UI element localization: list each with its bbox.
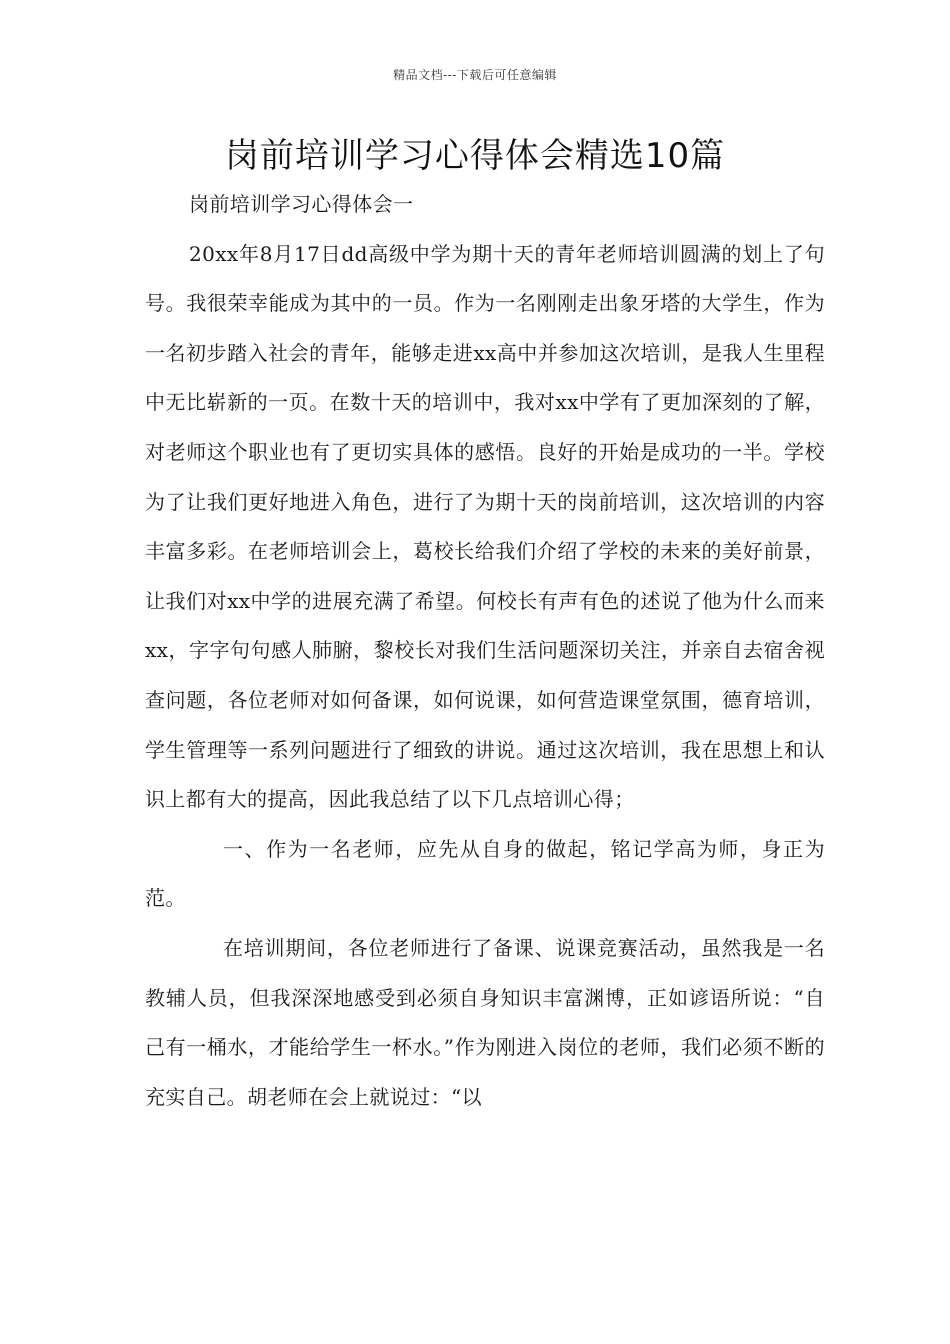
header-note: 精品文档---下载后可任意编辑: [393, 68, 557, 82]
section-heading: 岗前培训学习心得体会一: [189, 192, 414, 216]
paragraph-1: 20xx年8月17日dd高级中学为期十天的青年老师培训圆满的划上了句号。我很荣幸能成为其中的一员。作为一名刚刚走出象牙塔的大学生，作为一名初步踏入社会的青年，能够走进xx高中并参加这次培训，是我人生里程中无比崭新的一页。在数十天的培训中，我对xx中学有了更加深刻的了解，对老师这个职业也有了更切实具体的感悟。良好的开始是成功的一半。学校为了让我们更好地进入角色，进行了为期十天的岗前培训，这次培训的内容丰富多彩。在老师培训会上，葛校长给我们介绍了学校的未来的美好前景，让我们对xx中学的进展充满了希望。何校长有声有色的述说了他为什么而来xx，字字句句感人肺腑，黎校长对我们生活问题深切关注，并亲自去宿舍视查问题，各位老师对如何备课，如何说课，如何营造课堂氛围，德育培训，学生管理等一系列问题进行了细致的讲说。通过这次培训，我在思想上和认识上都有大的提高，因此我总结了以下几点培训心得；: [145, 241, 825, 812]
document-body: [145, 180, 825, 1122]
paragraph-2: 一、作为一名老师，应先从自身的做起，铭记学高为师，身正为范。: [145, 836, 825, 911]
document-title: 岗前培训学习心得体会精选10篇: [224, 136, 726, 176]
paragraph-3: 在培训期间，各位老师进行了备课、说课竞赛活动，虽然我是一名教辅人员，但我深深地感受到必须自身知识丰富渊博，正如谚语所说：“自己有一桶水，才能给学生一杯水。”作为刚进入岗位的老师，我们必须不断的充实自己。胡老师在会上就说过：“以: [145, 935, 825, 1109]
